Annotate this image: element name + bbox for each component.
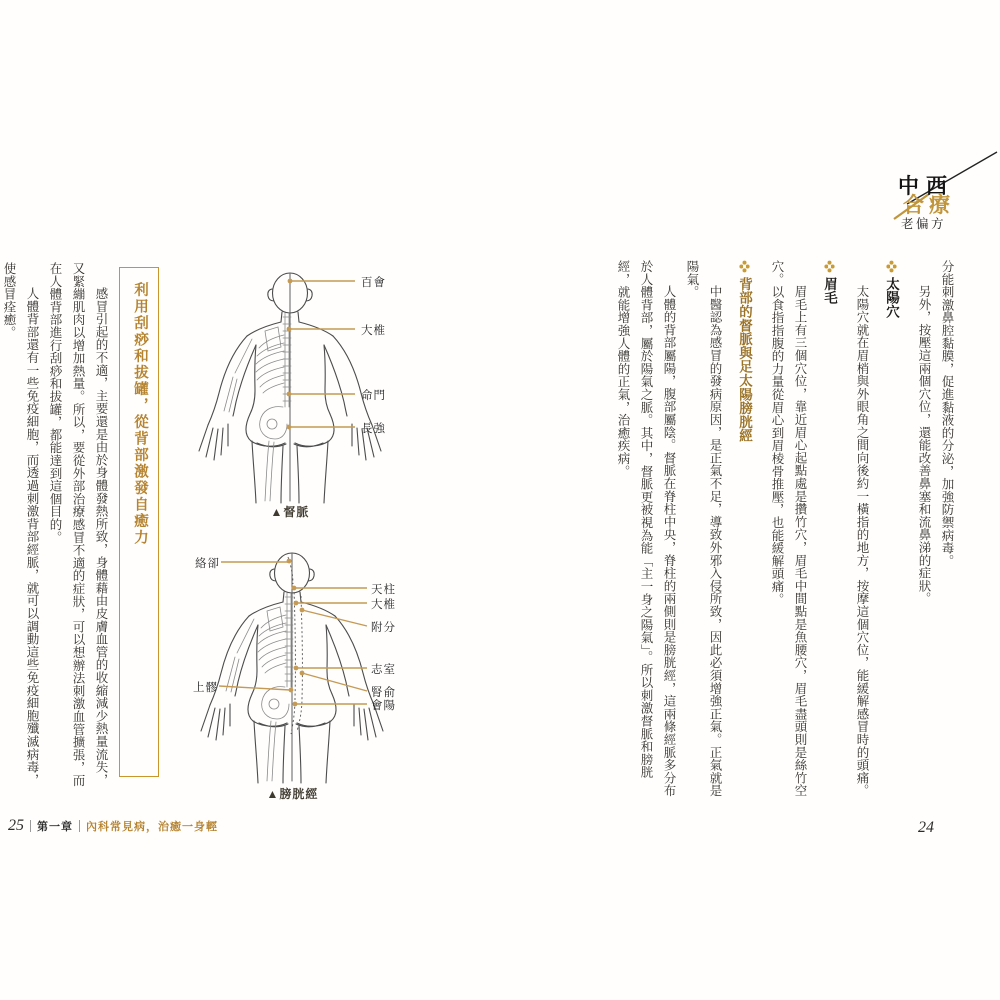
flower-ornament-icon [818,260,841,273]
pangguang-diagram [185,540,440,812]
section-heading-label: 背部的督脈與足太陽膀胱經 [737,277,752,443]
paragraph: 眉毛上有三個穴位，靠近眉心起點處是攢竹穴，眉毛中間點是魚腰穴，眉毛盡頭則是絲竹空穴。以食指指腹的力量從眉心到眉棱骨推壓，也能緩解頭痛。 [770,260,807,797]
acupoint-label: 絡卻 [195,558,220,570]
paragraph: 另外，按壓這兩個穴位，還能改善鼻塞和流鼻涕的症狀。 [917,285,931,605]
paragraph: 太陽穴就在眉梢與外眼角之間向後約一橫指的地方，按摩這個穴位，能緩解感冒時的頭痛。 [855,285,869,797]
paragraph: 中醫認為感冒的發病原因，是正氣不足，導致外邪入侵所致，因此必須增強正氣。正氣就是陽氣。 [685,260,722,797]
left-page-text [0,262,112,797]
section-heading-label: 眉毛 [822,277,837,305]
paragraph: 感冒引起的不適，主要還是由於身體發熱所致，身體藉由皮膚血管的收縮減少熱量流失，又緊繃肌肉以增加熱量。所以，要從外部治療感冒不適的症狀，可以想辦法刺激血管擴張，而在人體背部進行刮痧和拔罐，都能達到這個目的。 [48,262,108,787]
dumai-diagram [195,255,445,525]
paragraph: 人體的背部屬陽，腹部屬陰。督脈在脊柱中央，脊柱的兩側則是膀胱經，這兩條經脈多分布於人體背部，屬於陽氣之脈。其中，督脈更被視為能「主一身之陽氣」。所以刺激督脈和膀胱經，就能增強人體的正氣，治癒疾病。 [616,260,676,797]
acupoint-label: 大椎 [371,599,396,611]
section-heading-taiyang [880,260,903,800]
section-heading-dumai-pangguang [733,260,756,800]
flower-ornament-icon [733,260,756,273]
acupoint-label: 大椎 [361,325,386,337]
acupoint-label: 會陽 [371,700,396,712]
diagram-caption: ▲膀胱經 [266,787,319,801]
logo-line-1: 中西 [898,174,954,198]
right-page-text [602,260,958,800]
headline-text: 利用刮痧和拔罐，從背部激發自癒力 [132,282,148,546]
divider-bar [30,820,31,832]
paragraph: 分能刺激鼻腔黏膜，促進黏液的分泌，加強防禦病毒。 [940,260,954,568]
acupoint-label: 志室 [371,664,396,676]
page-number: 24 [918,819,934,836]
footer [918,819,934,837]
section-title-label: 內科常見病，治癒一身輕 [86,821,218,833]
body-figure-illustration [195,255,425,507]
flower-ornament-icon [880,260,903,273]
headline-box [119,267,159,777]
section-heading-label: 太陽穴 [884,277,899,319]
diagram-caption: ▲督脈 [270,505,310,519]
footer [8,817,218,835]
acupoint-label: 百會 [361,277,386,289]
paragraph: 人體背部還有一些免疫細胞，而透過刺激背部經脈，就可以調動這些免疫細胞殲滅病毒，使感冒痊癒。 [2,262,39,787]
chapter-label: 第一章 [37,821,73,833]
acupoint-label: 命門 [361,390,386,402]
acupoint-label: 上髎 [193,682,218,694]
acupoint-label: 長強 [361,423,386,435]
page-number: 25 [8,817,24,834]
section-heading-meimao [818,260,841,800]
acupoint-label: 天柱 [371,584,396,596]
logo-line-3: 老偏方 [901,217,947,231]
divider-bar [79,820,80,832]
acupoint-label: 附分 [371,622,396,634]
publisher-logo [898,176,974,231]
logo-line-2: 合療 [903,193,955,217]
acupoint-label: 腎俞 [371,687,396,699]
